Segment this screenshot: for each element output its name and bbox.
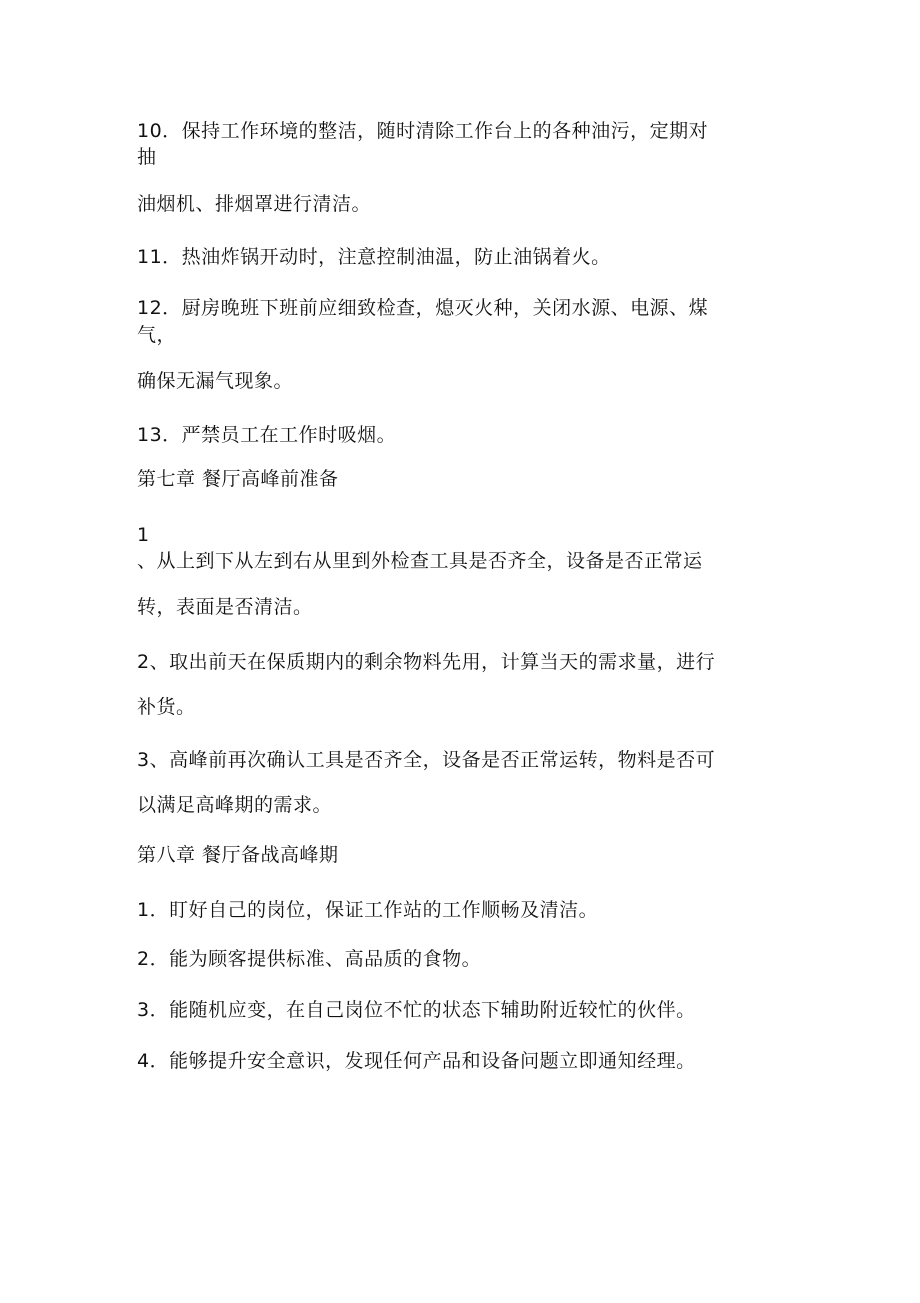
text-line: 1 — [137, 524, 150, 546]
text-line: 2．能为顾客提供标准、高品质的食物。 — [137, 948, 482, 970]
text-line: 以满足高峰期的需求。 — [137, 794, 333, 816]
text-line: 补货。 — [137, 696, 196, 718]
text-line: 油烟机、排烟罩进行清洁。 — [137, 193, 372, 215]
text-line: 、从上到下从左到右从里到外检查工具是否齐全，设备是否正常运 — [137, 550, 703, 572]
text-line: 确保无漏气现象。 — [137, 370, 294, 392]
text-line: 10．保持工作环境的整洁，随时清除工作台上的各种油污，定期对 — [137, 120, 709, 142]
text-line: 2、取出前天在保质期内的剩余物料先用，计算当天的需求量，进行 — [137, 651, 716, 673]
text-line: 抽 — [137, 146, 157, 168]
text-line: 3、高峰前再次确认工具是否齐全，设备是否正常运转，物料是否可 — [137, 749, 716, 771]
text-line: 4．能够提升安全意识，发现任何产品和设备问题立即通知经理。 — [137, 1050, 696, 1072]
text-line: 11．热油炸锅开动时，注意控制油温，防止油锅着火。 — [137, 246, 611, 268]
text-line: 转，表面是否清洁。 — [137, 596, 313, 618]
text-line: 12．厨房晚班下班前应细致检查，熄灭火种，关闭水源、电源、煤 — [137, 297, 709, 319]
text-line: 13．严禁员工在工作时吸烟。 — [137, 424, 397, 446]
text-line: 1．盯好自己的岗位，保证工作站的工作顺畅及清洁。 — [137, 899, 599, 921]
text-line: 3．能随机应变，在自己岗位不忙的状态下辅助附近较忙的伙伴。 — [137, 999, 696, 1021]
text-line: 气， — [137, 324, 177, 346]
chapter-heading: 第七章 餐厅高峰前准备 — [137, 468, 339, 490]
chapter-heading: 第八章 餐厅备战高峰期 — [137, 844, 339, 866]
